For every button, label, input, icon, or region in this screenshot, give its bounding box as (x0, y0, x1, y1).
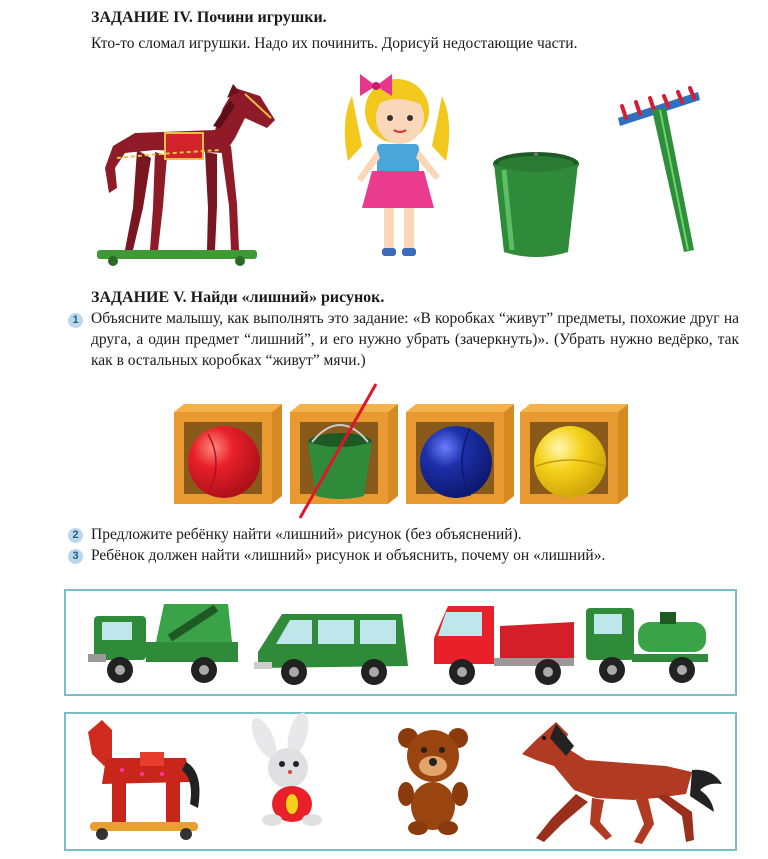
task5-title: ЗАДАНИЕ V. Найди «лишний» рисунок. (91, 289, 385, 306)
step-3-text: Ребёнок должен найти «лишний» рисунок и объяснить, почему он «лишний». (91, 547, 606, 564)
cement-truck-icon (86, 598, 242, 686)
bucket-icon (490, 150, 582, 260)
rake-icon (612, 88, 704, 258)
step-2-text: Предложите ребёнку найти «лишний» рисунок (без объяснений). (91, 526, 522, 543)
step-2-badge: 2 (68, 528, 83, 543)
bunny-icon (246, 716, 332, 832)
step-1-text: Объясните малышу, как выполнять это задание: «В коробках “живут” предметы, похожие друг на друга, а один предмет “лишний”, и его нужно убрать (зачеркнуть)». (Убрать нужно ведёрко, так как в остальных коробках “живут” мячи.) (91, 310, 739, 369)
toy-horse-icon (95, 78, 280, 268)
doll-icon (332, 66, 462, 260)
task4-title: ЗАДАНИЕ IV. Почини игрушки. (91, 9, 327, 26)
van-icon (252, 606, 412, 688)
box-2 (290, 404, 398, 504)
step-3-badge: 3 (68, 549, 83, 564)
teddy-bear-icon (394, 722, 472, 836)
box-1 (174, 404, 282, 504)
step-1-badge: 1 (68, 313, 83, 328)
rocking-horse-icon (82, 718, 210, 844)
box-3 (406, 404, 514, 504)
task4-instruction: Кто-то сломал игрушки. Надо их починить. Дорисуй недостающие части. (91, 35, 578, 52)
tanker-truck-icon (582, 600, 712, 688)
dump-truck-icon (428, 600, 578, 688)
boxes-with-balls (170, 382, 630, 520)
box-4 (520, 404, 628, 504)
running-horse-icon (516, 720, 724, 846)
